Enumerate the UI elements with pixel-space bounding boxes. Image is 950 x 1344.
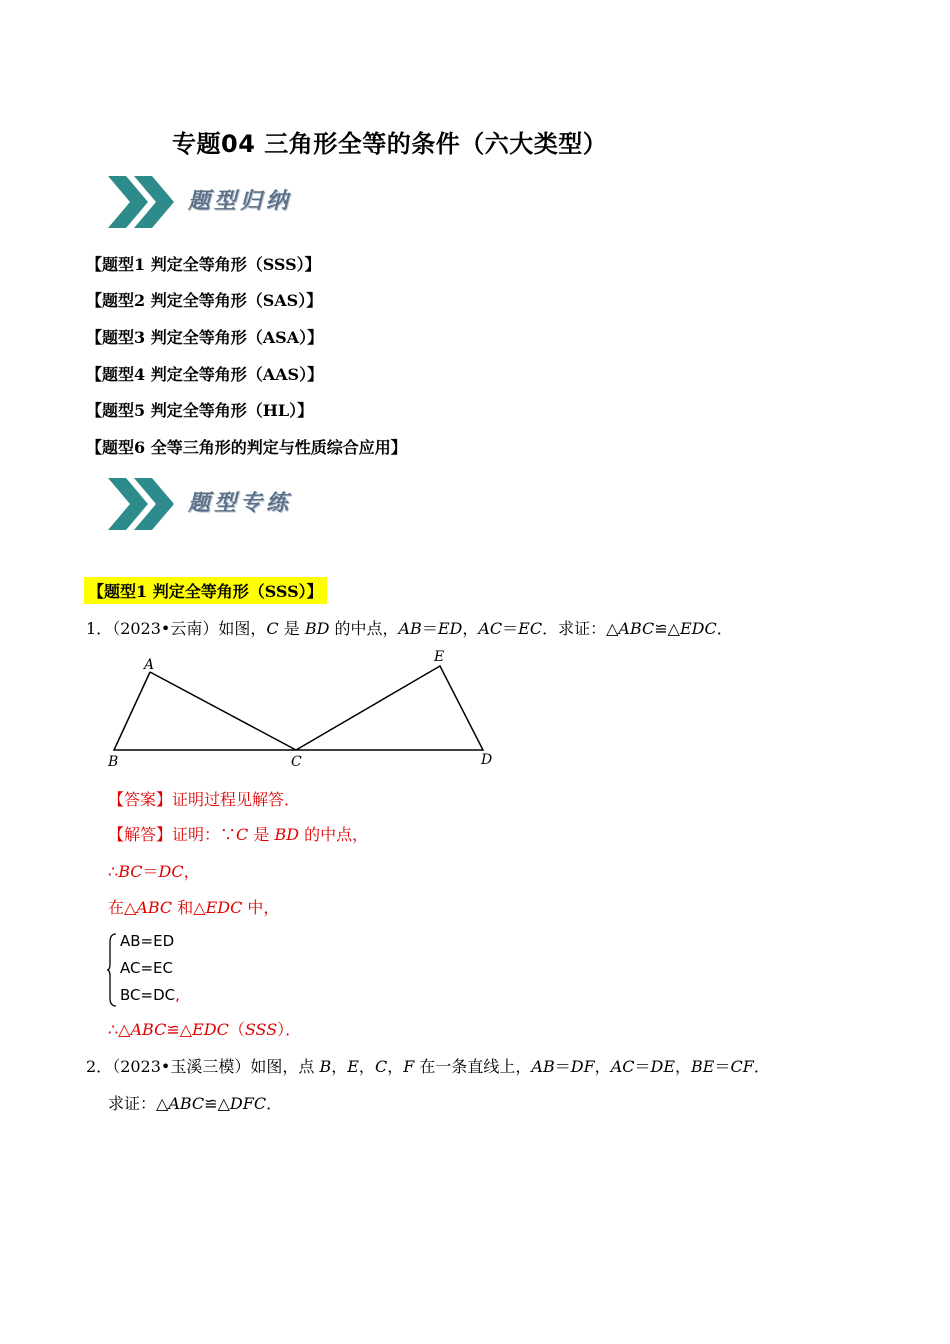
label-b: B — [108, 754, 119, 770]
solution-var: SSS — [244, 1020, 278, 1039]
q2-text: 在一条直线上， — [414, 1057, 532, 1076]
q2-var: C — [374, 1057, 388, 1076]
q2-text: ， — [594, 1057, 611, 1076]
solution-text: 是 — [248, 825, 275, 844]
q2-var: CF — [730, 1057, 754, 1076]
q1-text: ＝ — [421, 619, 438, 638]
solution-text: 在△ — [108, 898, 137, 917]
equation-row: AB=ED — [120, 932, 175, 950]
q1-var: ED — [437, 619, 463, 638]
q2-var: B — [319, 1057, 332, 1076]
toc-item-6[interactable]: 【题型6 全等三角形的判定与性质综合应用】 — [86, 438, 407, 457]
label-d: D — [481, 752, 493, 768]
solution-line-3 — [108, 895, 279, 918]
question-source: （2023•云南） — [112, 619, 219, 638]
solution-text: ∴ — [108, 862, 119, 881]
triangle-edc — [296, 666, 483, 750]
question-2-line-2 — [108, 1091, 282, 1114]
solution-text: ≌△ — [166, 1020, 193, 1039]
q2-text: ＝ — [554, 1057, 571, 1076]
q2-text: 求证：△ — [108, 1094, 169, 1113]
question-number: 2． — [86, 1057, 113, 1076]
solution-var: DC — [158, 862, 184, 881]
q1-text: 如图， — [218, 619, 267, 638]
toc-item-1[interactable]: 【题型1 判定全等角形（SSS）】 — [86, 255, 321, 274]
q2-text: ． — [753, 1057, 770, 1076]
q1-text: 的中点， — [329, 619, 399, 638]
q2-var: DFC — [229, 1094, 267, 1113]
solution-var: BC — [118, 862, 143, 881]
solution-text: 的中点， — [299, 825, 369, 844]
q2-var: E — [347, 1057, 359, 1076]
q1-text: ＝ — [502, 619, 519, 638]
triangle-figure — [100, 646, 510, 772]
solution-text: 中， — [242, 898, 280, 917]
solution-text: ）． — [277, 1020, 302, 1039]
q1-var: BD — [304, 619, 330, 638]
q2-text: ， — [387, 1057, 404, 1076]
q1-var: EC — [518, 619, 543, 638]
q2-var: F — [403, 1057, 415, 1076]
q2-text: ＝ — [714, 1057, 731, 1076]
q1-text: ≌△ — [654, 619, 680, 638]
double-chevron-icon — [104, 170, 184, 234]
banner-summary-label: 题型归纳 — [188, 189, 293, 214]
q2-var: DF — [570, 1057, 595, 1076]
q2-text: 如图，点 — [250, 1057, 320, 1076]
solution-text: ＝ — [142, 862, 159, 881]
answer-tag: 【答案】 — [108, 790, 173, 809]
solution-text: ， — [183, 862, 200, 881]
solution-text: 和△ — [172, 898, 206, 917]
label-a: A — [144, 657, 155, 673]
solution-text: （ — [228, 1020, 245, 1039]
q2-text: ＝ — [634, 1057, 651, 1076]
equation-row: BC=DC — [120, 986, 176, 1004]
q1-text: ， — [462, 619, 479, 638]
q2-text: ． — [266, 1094, 283, 1113]
solution-var: ABC — [136, 898, 173, 917]
q2-var: AC — [610, 1057, 635, 1076]
solution-text: ∴△ — [108, 1020, 131, 1039]
solution-conclusion — [108, 1017, 301, 1040]
banner-practice — [104, 472, 364, 536]
answer-text: 证明过程见解答． — [172, 790, 301, 809]
q1-var: AC — [478, 619, 503, 638]
solution-var: BD — [274, 825, 300, 844]
solution-var: C — [236, 825, 249, 844]
q2-text: ， — [331, 1057, 348, 1076]
toc-item-3[interactable]: 【题型3 判定全等角形（ASA）】 — [86, 328, 324, 347]
left-brace-icon — [106, 932, 118, 1008]
solution-var: ABC — [130, 1020, 167, 1039]
q1-text: ．求证：△ — [542, 619, 619, 638]
solution-var: EDC — [192, 1020, 229, 1039]
q1-text: ． — [716, 619, 733, 638]
double-chevron-icon — [104, 472, 184, 536]
question-2 — [86, 1054, 770, 1077]
q2-var: ABC — [168, 1094, 205, 1113]
q1-text: 是 — [278, 619, 305, 638]
label-e: E — [434, 649, 445, 665]
q2-var: DE — [650, 1057, 676, 1076]
equation-row: AC=EC — [120, 959, 173, 977]
banner-summary — [104, 170, 364, 234]
toc-item-5[interactable]: 【题型5 判定全等角形（HL）】 — [86, 401, 314, 420]
section-heading: 【题型1 判定全等角形（SSS）】 — [84, 577, 327, 604]
q2-var: BE — [691, 1057, 715, 1076]
label-c: C — [291, 754, 302, 770]
q1-var: AB — [398, 619, 422, 638]
triangle-abc — [114, 672, 296, 750]
question-source: （2023•玉溪三模） — [112, 1057, 251, 1076]
toc-item-4[interactable]: 【题型4 判定全等角形（AAS）】 — [86, 365, 324, 384]
solution-line-2 — [108, 859, 200, 882]
answer-line — [108, 787, 300, 810]
q1-var: C — [266, 619, 279, 638]
page-title: 专题04 三角形全等的条件（六大类型） — [172, 130, 608, 158]
q2-text: ， — [675, 1057, 692, 1076]
q1-var: EDC — [679, 619, 717, 638]
q2-var: AB — [531, 1057, 555, 1076]
solution-tag: 【解答】 — [108, 825, 173, 844]
question-number: 1． — [86, 619, 113, 638]
solution-line-1 — [108, 822, 368, 845]
solution-var: EDC — [205, 898, 243, 917]
toc-item-2[interactable]: 【题型2 判定全等角形（SAS）】 — [86, 291, 323, 310]
solution-text: 证明：∵ — [172, 825, 237, 844]
equation-comma: , — [175, 986, 180, 1004]
q1-var: ABC — [618, 619, 655, 638]
q2-text: ， — [358, 1057, 375, 1076]
question-1 — [86, 616, 733, 639]
q2-text: ≌△ — [204, 1094, 230, 1113]
banner-practice-label: 题型专练 — [188, 491, 293, 516]
